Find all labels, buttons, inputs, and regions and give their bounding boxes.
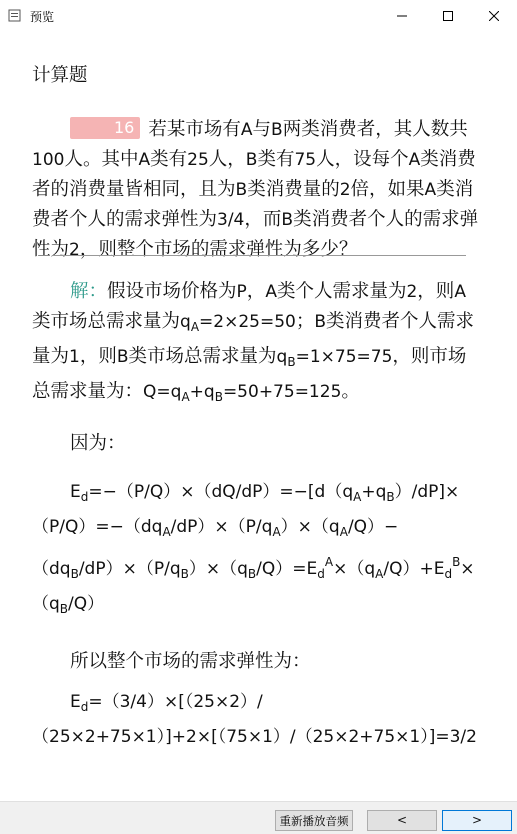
question-text-segment: A xyxy=(240,120,253,140)
elasticity-formula: $E_d=-(P/Q)\times(dQ/dP)=-[d(q_A+q_B)/dP]\times(P/Q)=-(dq_A/dP)\times(P/q_A)\times(q_A/Q)-(dq_B/dP)\times(P/q_B)\times(q_B/Q)=E_d^A\times(q_A/Q)+E_d^B\times(q_B/Q)$ xyxy=(32,482,475,616)
question-text-segment: 100 xyxy=(32,150,65,170)
maximize-button[interactable] xyxy=(425,0,471,31)
question-text-segment: 25 xyxy=(187,150,209,170)
minimize-icon xyxy=(397,11,407,21)
question-text-segment: ，而 xyxy=(244,209,282,230)
qB-expression: $q_B=1\times 75=75$ xyxy=(276,347,393,369)
answer-text: 类个人需求量为 xyxy=(276,281,407,302)
question-text-segment: B xyxy=(281,210,294,230)
question-text-segment: B xyxy=(271,120,283,140)
chevron-left-icon: < xyxy=(396,813,408,827)
answer-text: B xyxy=(314,312,327,332)
question-number-badge: 16 xyxy=(70,117,140,139)
chevron-right-icon: > xyxy=(471,813,483,827)
close-icon xyxy=(489,11,499,21)
previous-button[interactable] xyxy=(367,810,437,831)
question-text-segment: 2 xyxy=(339,180,351,200)
replay-audio-button[interactable]: 重新播放音频 xyxy=(275,810,353,831)
close-button[interactable] xyxy=(471,0,517,31)
question-text-segment: 人，设每个 xyxy=(316,149,409,170)
question-text xyxy=(32,115,480,265)
preview-content xyxy=(0,31,517,801)
answer-text: ； xyxy=(295,311,315,332)
answer-text: ，则 xyxy=(79,346,117,367)
answer-text: 2 xyxy=(406,282,418,302)
minimize-button[interactable] xyxy=(379,0,425,31)
answer-text: 类消费者个人需求量为 xyxy=(32,311,475,367)
question-body xyxy=(32,119,478,260)
answer-text: ，则 xyxy=(417,281,455,302)
question-text-segment: 倍，如果 xyxy=(350,179,425,200)
answer-text: 。 xyxy=(341,381,360,402)
question-text-segment: A xyxy=(408,150,421,170)
answer-text: B xyxy=(116,347,129,367)
title-bar xyxy=(0,0,517,31)
question-text-segment: B xyxy=(245,150,258,170)
maximize-icon xyxy=(443,11,453,21)
question-text-segment: 类有 xyxy=(257,149,295,170)
question-text-segment: 类消费者的消费量皆相同，且为 xyxy=(32,149,476,200)
section-title: 计算题 xyxy=(32,65,88,86)
question-text-segment: 类消费量的 xyxy=(247,179,340,200)
window-title: 预览 xyxy=(30,10,55,24)
question-text-segment: 人。其中 xyxy=(64,149,139,170)
question-text-segment: A xyxy=(424,180,437,200)
app-icon xyxy=(8,9,21,22)
question-text-segment: 与 xyxy=(252,119,272,140)
question-text-segment: 3/4 xyxy=(217,210,245,230)
therefore-label: 所以整个市场的需求弹性为： xyxy=(70,651,311,672)
question-text-segment: 类消费者个人的需求弹性为 xyxy=(32,179,474,230)
question-text-segment: A xyxy=(138,150,151,170)
because-label: 因为： xyxy=(70,433,126,454)
answer-label: 解： xyxy=(70,281,108,302)
answer-text: P xyxy=(236,282,247,302)
answer-text: ，则市场总需求量为： xyxy=(32,346,467,402)
question-text-segment: 75 xyxy=(294,150,317,170)
divider xyxy=(52,255,466,256)
final-result: $E_d=(3/4)\times[(25\times 2)/(25\times 2+75\times 1)]+2\times[(75\times 1)/(25\times 2+75\times 1)]=3/2$ xyxy=(32,692,477,747)
total-demand-expression: $Q=q_A+q_B=50+75=125$ xyxy=(143,382,342,404)
question-text-segment: 若某市场有 xyxy=(148,119,241,140)
answer-text: A xyxy=(265,282,277,302)
question-text-segment: ，则整个市场的需求弹性为多少？ xyxy=(79,239,358,260)
answer-paragraph xyxy=(32,277,480,412)
next-button[interactable] xyxy=(442,810,512,831)
question-text-segment: B xyxy=(235,180,248,200)
qA-expression: $q_A=2\times 25=50$ xyxy=(180,312,296,334)
question-text-segment: 类消费者个人的需求弹性为 xyxy=(32,209,479,260)
bottom-toolbar xyxy=(0,801,517,834)
answer-text: 类市场总需求量为 xyxy=(32,311,181,332)
answer-text: ， xyxy=(246,281,266,302)
question-text-segment: 2 xyxy=(69,240,80,260)
answer-text: 1 xyxy=(69,347,80,367)
question-text-segment: 人， xyxy=(208,149,246,170)
question-text-segment: 两类消费者，其人数共 xyxy=(282,119,468,140)
answer-text: 类市场总需求量为 xyxy=(128,346,277,367)
answer-text: 假设市场价格为 xyxy=(107,281,237,302)
question-text-segment: 类有 xyxy=(150,149,188,170)
answer-text: A xyxy=(454,282,466,302)
